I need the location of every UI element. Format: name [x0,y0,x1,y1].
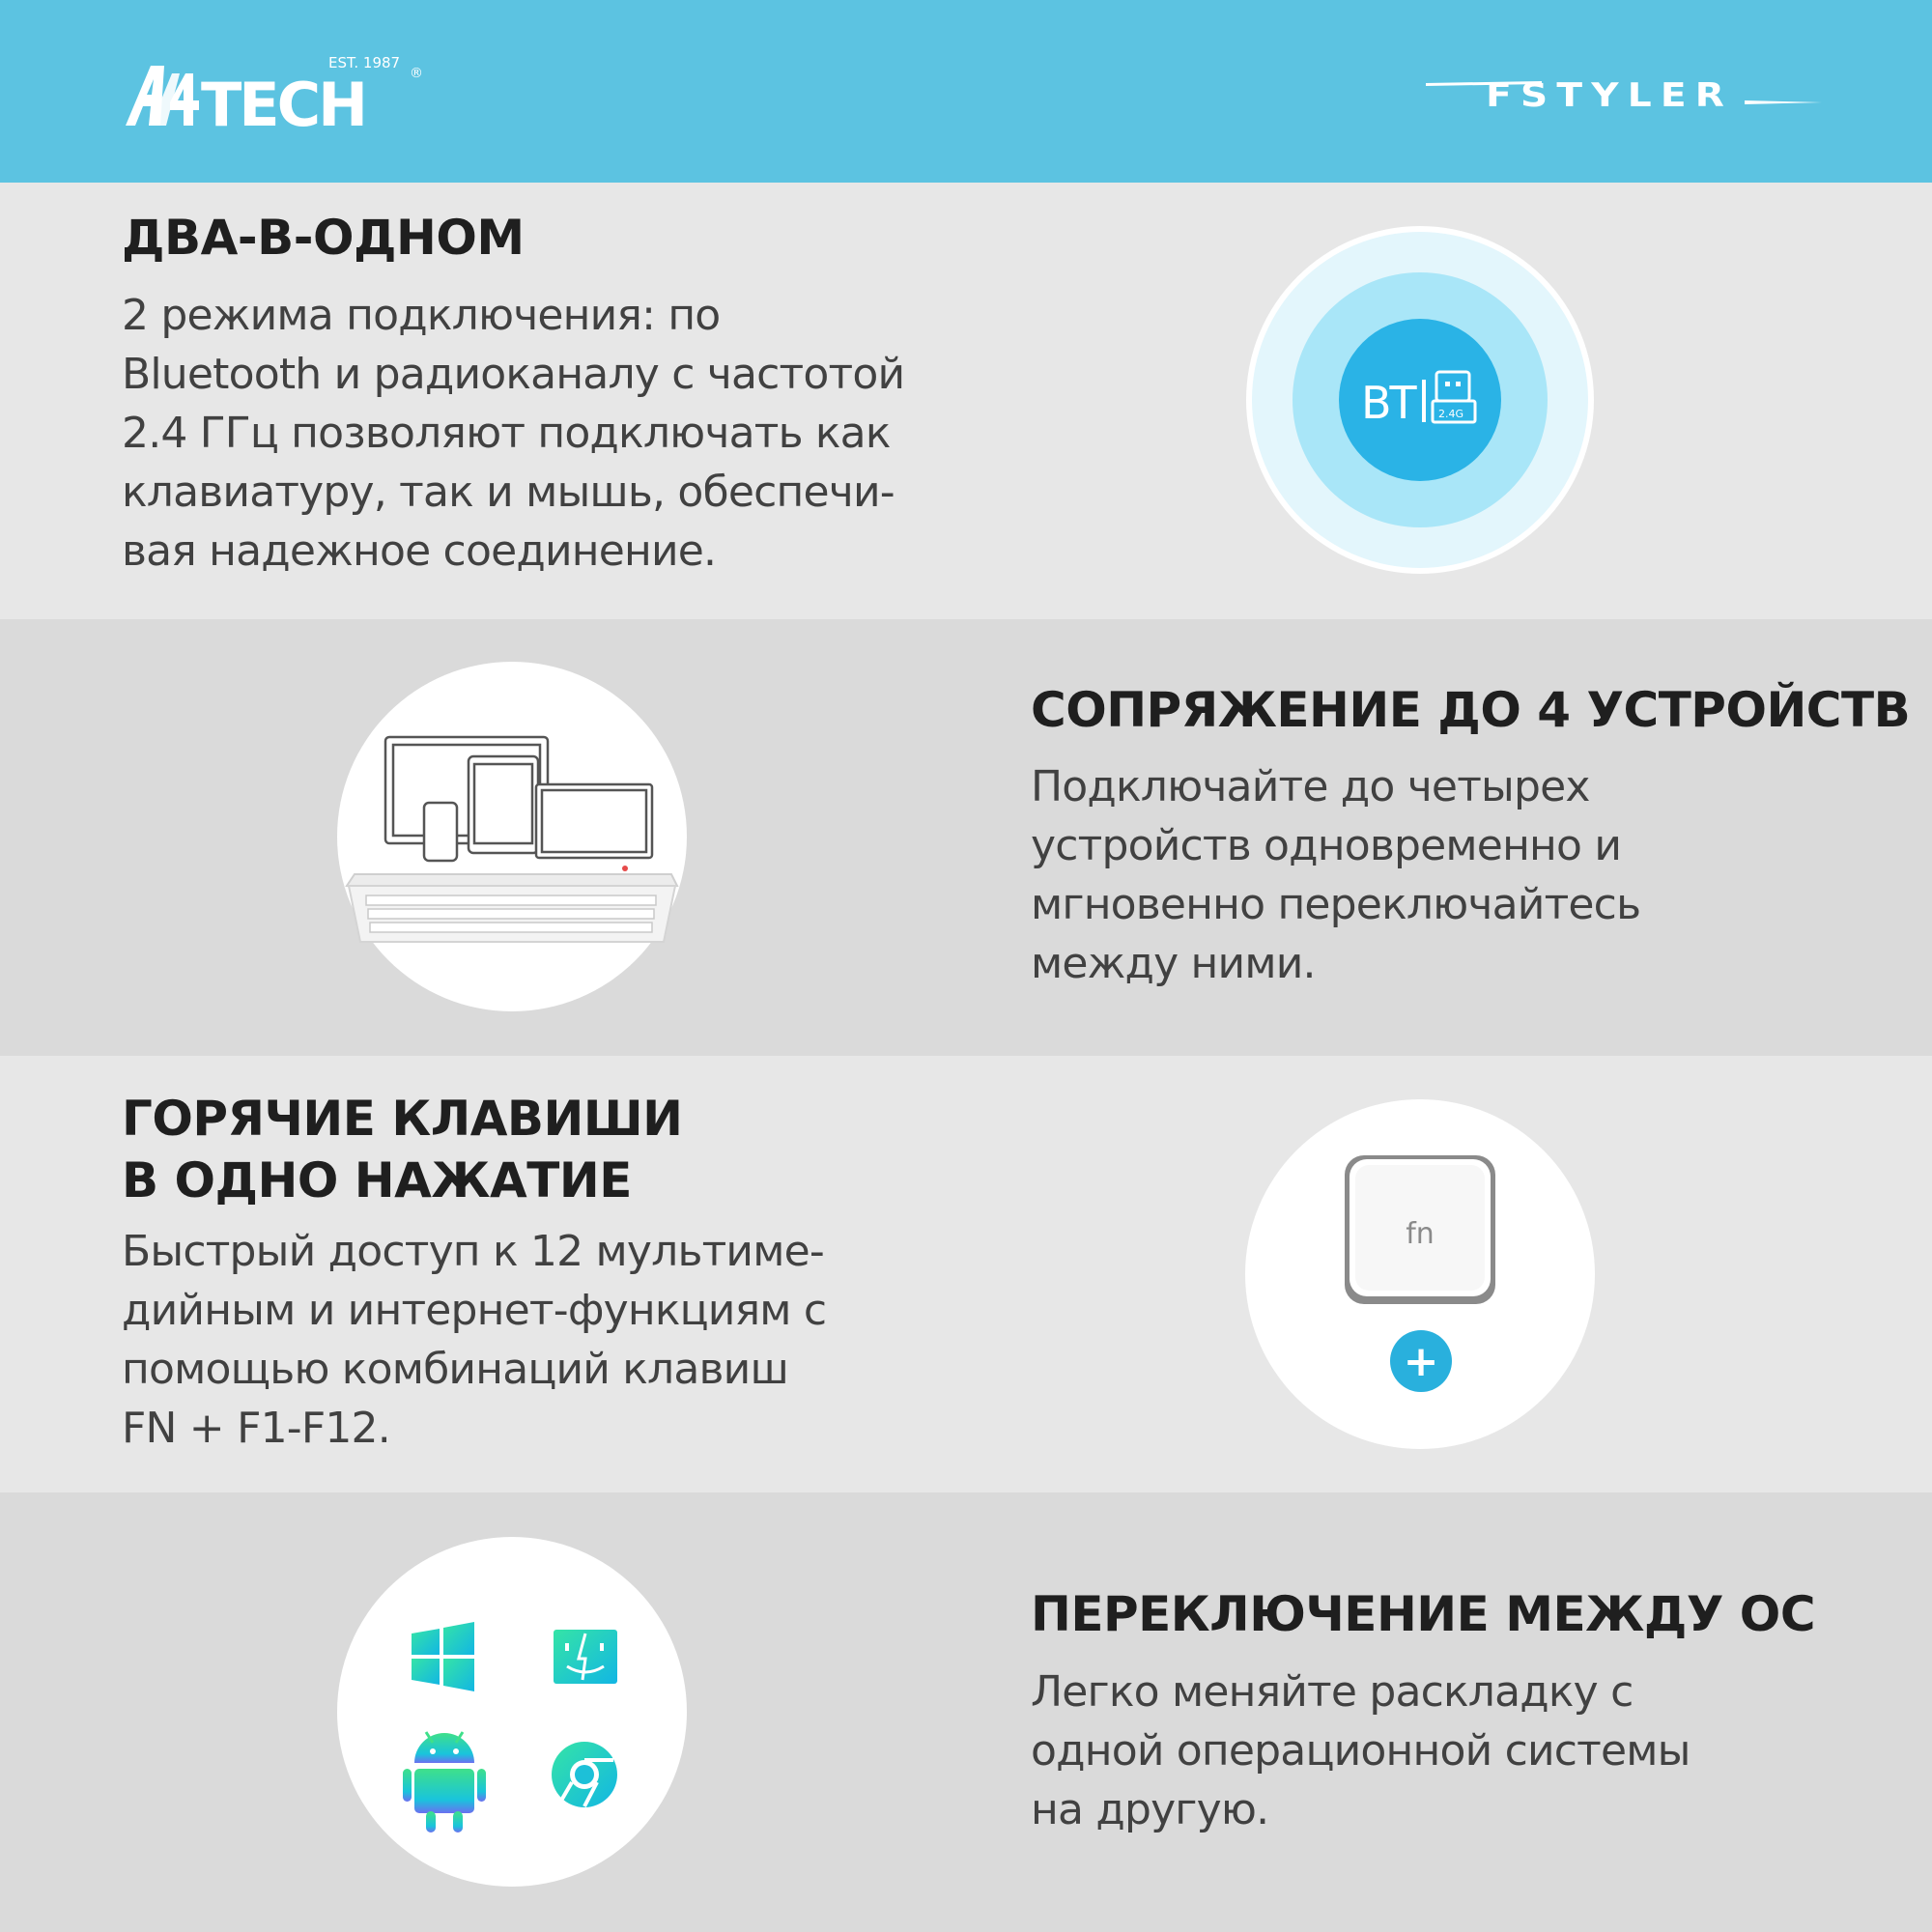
feature-description: Быстрый доступ к 12 мультиме- дийным и интернет-функциям с помощью комбинаций клавиш FN + F1-F12. [122,1227,827,1453]
series-name: FSTYLER [1486,75,1734,115]
devices-keyboard-icon [337,662,687,1011]
feature-hotkeys [0,1056,1932,1492]
feature-title: ПЕРЕКЛЮЧЕНИЕ МЕЖДУ ОС [1031,1586,1816,1642]
feature-os-switch [0,1492,1932,1932]
brand-registered-mark: ® [410,66,423,81]
feature-description: 2 режима подключения: по Bluetooth и радиоканалу с частотой 2.4 ГГц позволяют подключать как клавиатуру, так и мышь, обеспечи- вая надежное соединение. [122,291,905,576]
brand-tagline: EST. 1987 [328,54,401,71]
feature-title: ДВА-В-ОДНОМ [122,210,525,266]
svg-text:2.4G: 2.4G [1438,408,1464,420]
svg-text:BT: BT [1361,377,1415,429]
chrome-icon [552,1742,617,1807]
feature-title: СОПРЯЖЕНИЕ ДО 4 УСТРОЙСТВ [1031,682,1911,738]
bt-dongle-icon [1245,225,1595,575]
a4tech-logo [122,52,431,129]
feature-description: Подключайте до четырех устройств одновременно и мгновенно переключайтесь между ними. [1031,762,1641,988]
svg-text:fn: fn [1406,1217,1435,1251]
svg-text:+: + [1403,1337,1439,1386]
fstyler-logo [1426,71,1822,120]
svg-text:TECH: TECH [201,70,366,129]
header-bar [0,0,1932,183]
feature-title: ГОРЯЧИЕ КЛАВИШИ В ОДНО НАЖАТИЕ [122,1091,683,1208]
feature-description: Легко меняйте раскладку с одной операционной системы на другую. [1031,1667,1690,1834]
feature-two-in-one [0,183,1932,619]
feature-pairing [0,619,1932,1056]
mac-finder-icon [554,1630,617,1684]
os-icons [337,1537,687,1887]
fn-key-icon [1245,1099,1595,1449]
